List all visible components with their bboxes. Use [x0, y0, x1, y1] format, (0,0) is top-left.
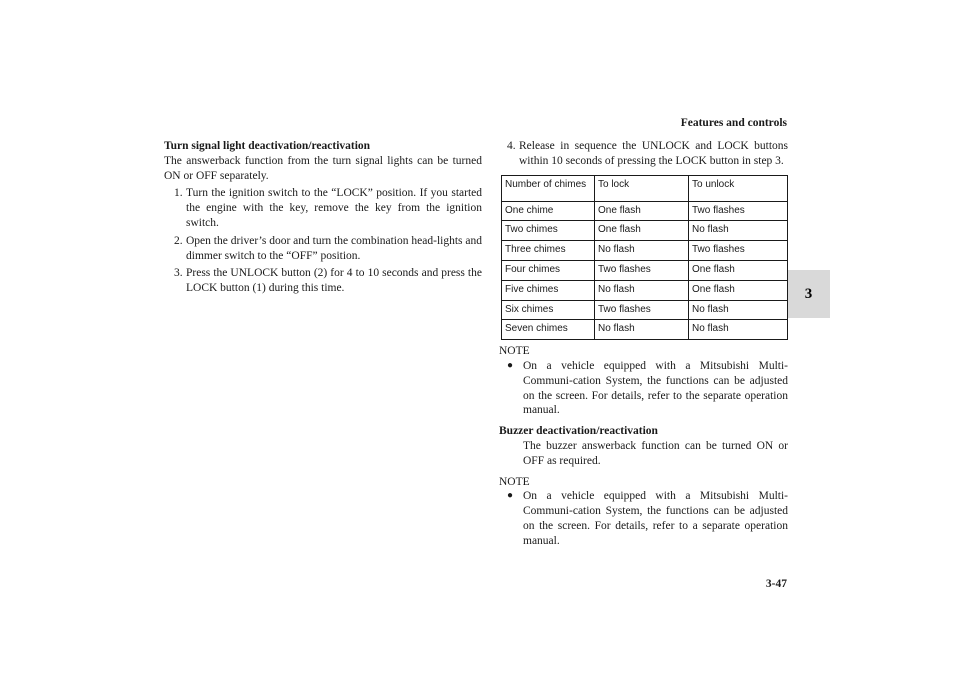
table-cell: Three chimes — [502, 241, 595, 261]
table-cell: Five chimes — [502, 280, 595, 300]
step-text: Open the driver’s door and turn the combination head-lights and dimmer switch to the “OFF” position. — [186, 234, 482, 262]
right-column — [499, 139, 788, 549]
table-row — [502, 260, 788, 280]
table-cell: Four chimes — [502, 260, 595, 280]
table-cell: No flash — [595, 320, 689, 340]
column-header: Number of chimes — [502, 175, 595, 201]
table-cell: No flash — [595, 280, 689, 300]
chimes-table — [501, 175, 788, 341]
bullet-icon: ● — [507, 490, 514, 502]
note-item — [499, 359, 788, 418]
table-cell: One chime — [502, 201, 595, 221]
table-header-row — [502, 175, 788, 201]
section-intro: The answerback function from the turn signal lights can be turned ON or OFF separately. — [164, 154, 482, 182]
table-cell: One flash — [595, 221, 689, 241]
table-row — [502, 221, 788, 241]
table-cell: One flash — [689, 260, 788, 280]
table-cell: No flash — [689, 300, 788, 320]
table-cell: Seven chimes — [502, 320, 595, 340]
buzzer-text: The buzzer answerback function can be turned ON or OFF as required. — [523, 439, 788, 467]
table-row — [502, 280, 788, 300]
note-item — [499, 489, 788, 548]
page-header-title: Features and controls — [680, 117, 787, 129]
column-header: To unlock — [689, 175, 788, 201]
table-cell: Two flashes — [689, 241, 788, 261]
table-cell: Two chimes — [502, 221, 595, 241]
table-row — [502, 300, 788, 320]
table-cell: Six chimes — [502, 300, 595, 320]
step-1 — [164, 186, 482, 230]
table-row — [502, 201, 788, 221]
table-cell: No flash — [595, 241, 689, 261]
note-text: On a vehicle equipped with a Mitsubishi Multi-Communi-cation System, the functions can be adjusted on the screen. For details, refer to a separate operation manual. — [523, 490, 788, 547]
note-title: NOTE — [499, 475, 530, 488]
table-cell: Two flashes — [595, 260, 689, 280]
step-text: Release in sequence the UNLOCK and LOCK buttons within 10 seconds of pressing the LOCK button in step 3. — [519, 140, 788, 167]
column-header: To lock — [595, 175, 689, 201]
page-number: 3-47 — [765, 578, 787, 590]
table-cell: No flash — [689, 221, 788, 241]
table-cell: One flash — [689, 280, 788, 300]
chapter-tab: 3 — [787, 270, 830, 318]
step-number: 3. — [174, 267, 183, 280]
step-text: Turn the ignition switch to the “LOCK” position. If you started the engine with the key, remove the key from the ignition switch. — [186, 187, 482, 229]
step-3 — [164, 266, 482, 296]
note-title: NOTE — [499, 345, 530, 358]
table-cell: Two flashes — [689, 201, 788, 221]
note-text: On a vehicle equipped with a Mitsubishi Multi-Communi-cation System, the functions can be adjusted on the screen. For details, refer to the separate operation manual. — [523, 359, 788, 417]
left-column — [164, 139, 482, 296]
table-cell: One flash — [595, 201, 689, 221]
section-heading-buzzer: Buzzer deactivation/reactivation — [499, 425, 658, 438]
step-text: Press the UNLOCK button (2) for 4 to 10 seconds and press the LOCK button (1) during this time. — [186, 267, 482, 295]
step-number: 4. — [507, 140, 516, 152]
table-row — [502, 320, 788, 340]
table-cell: Two flashes — [595, 300, 689, 320]
bullet-icon: ● — [507, 359, 514, 371]
section-heading-turn-signal: Turn signal light deactivation/reactivation — [164, 140, 371, 152]
step-number: 1. — [174, 187, 183, 200]
step-number: 2. — [174, 234, 183, 247]
step-4 — [499, 139, 788, 169]
step-2 — [164, 234, 482, 264]
table-row — [502, 241, 788, 261]
table-cell: No flash — [689, 320, 788, 340]
